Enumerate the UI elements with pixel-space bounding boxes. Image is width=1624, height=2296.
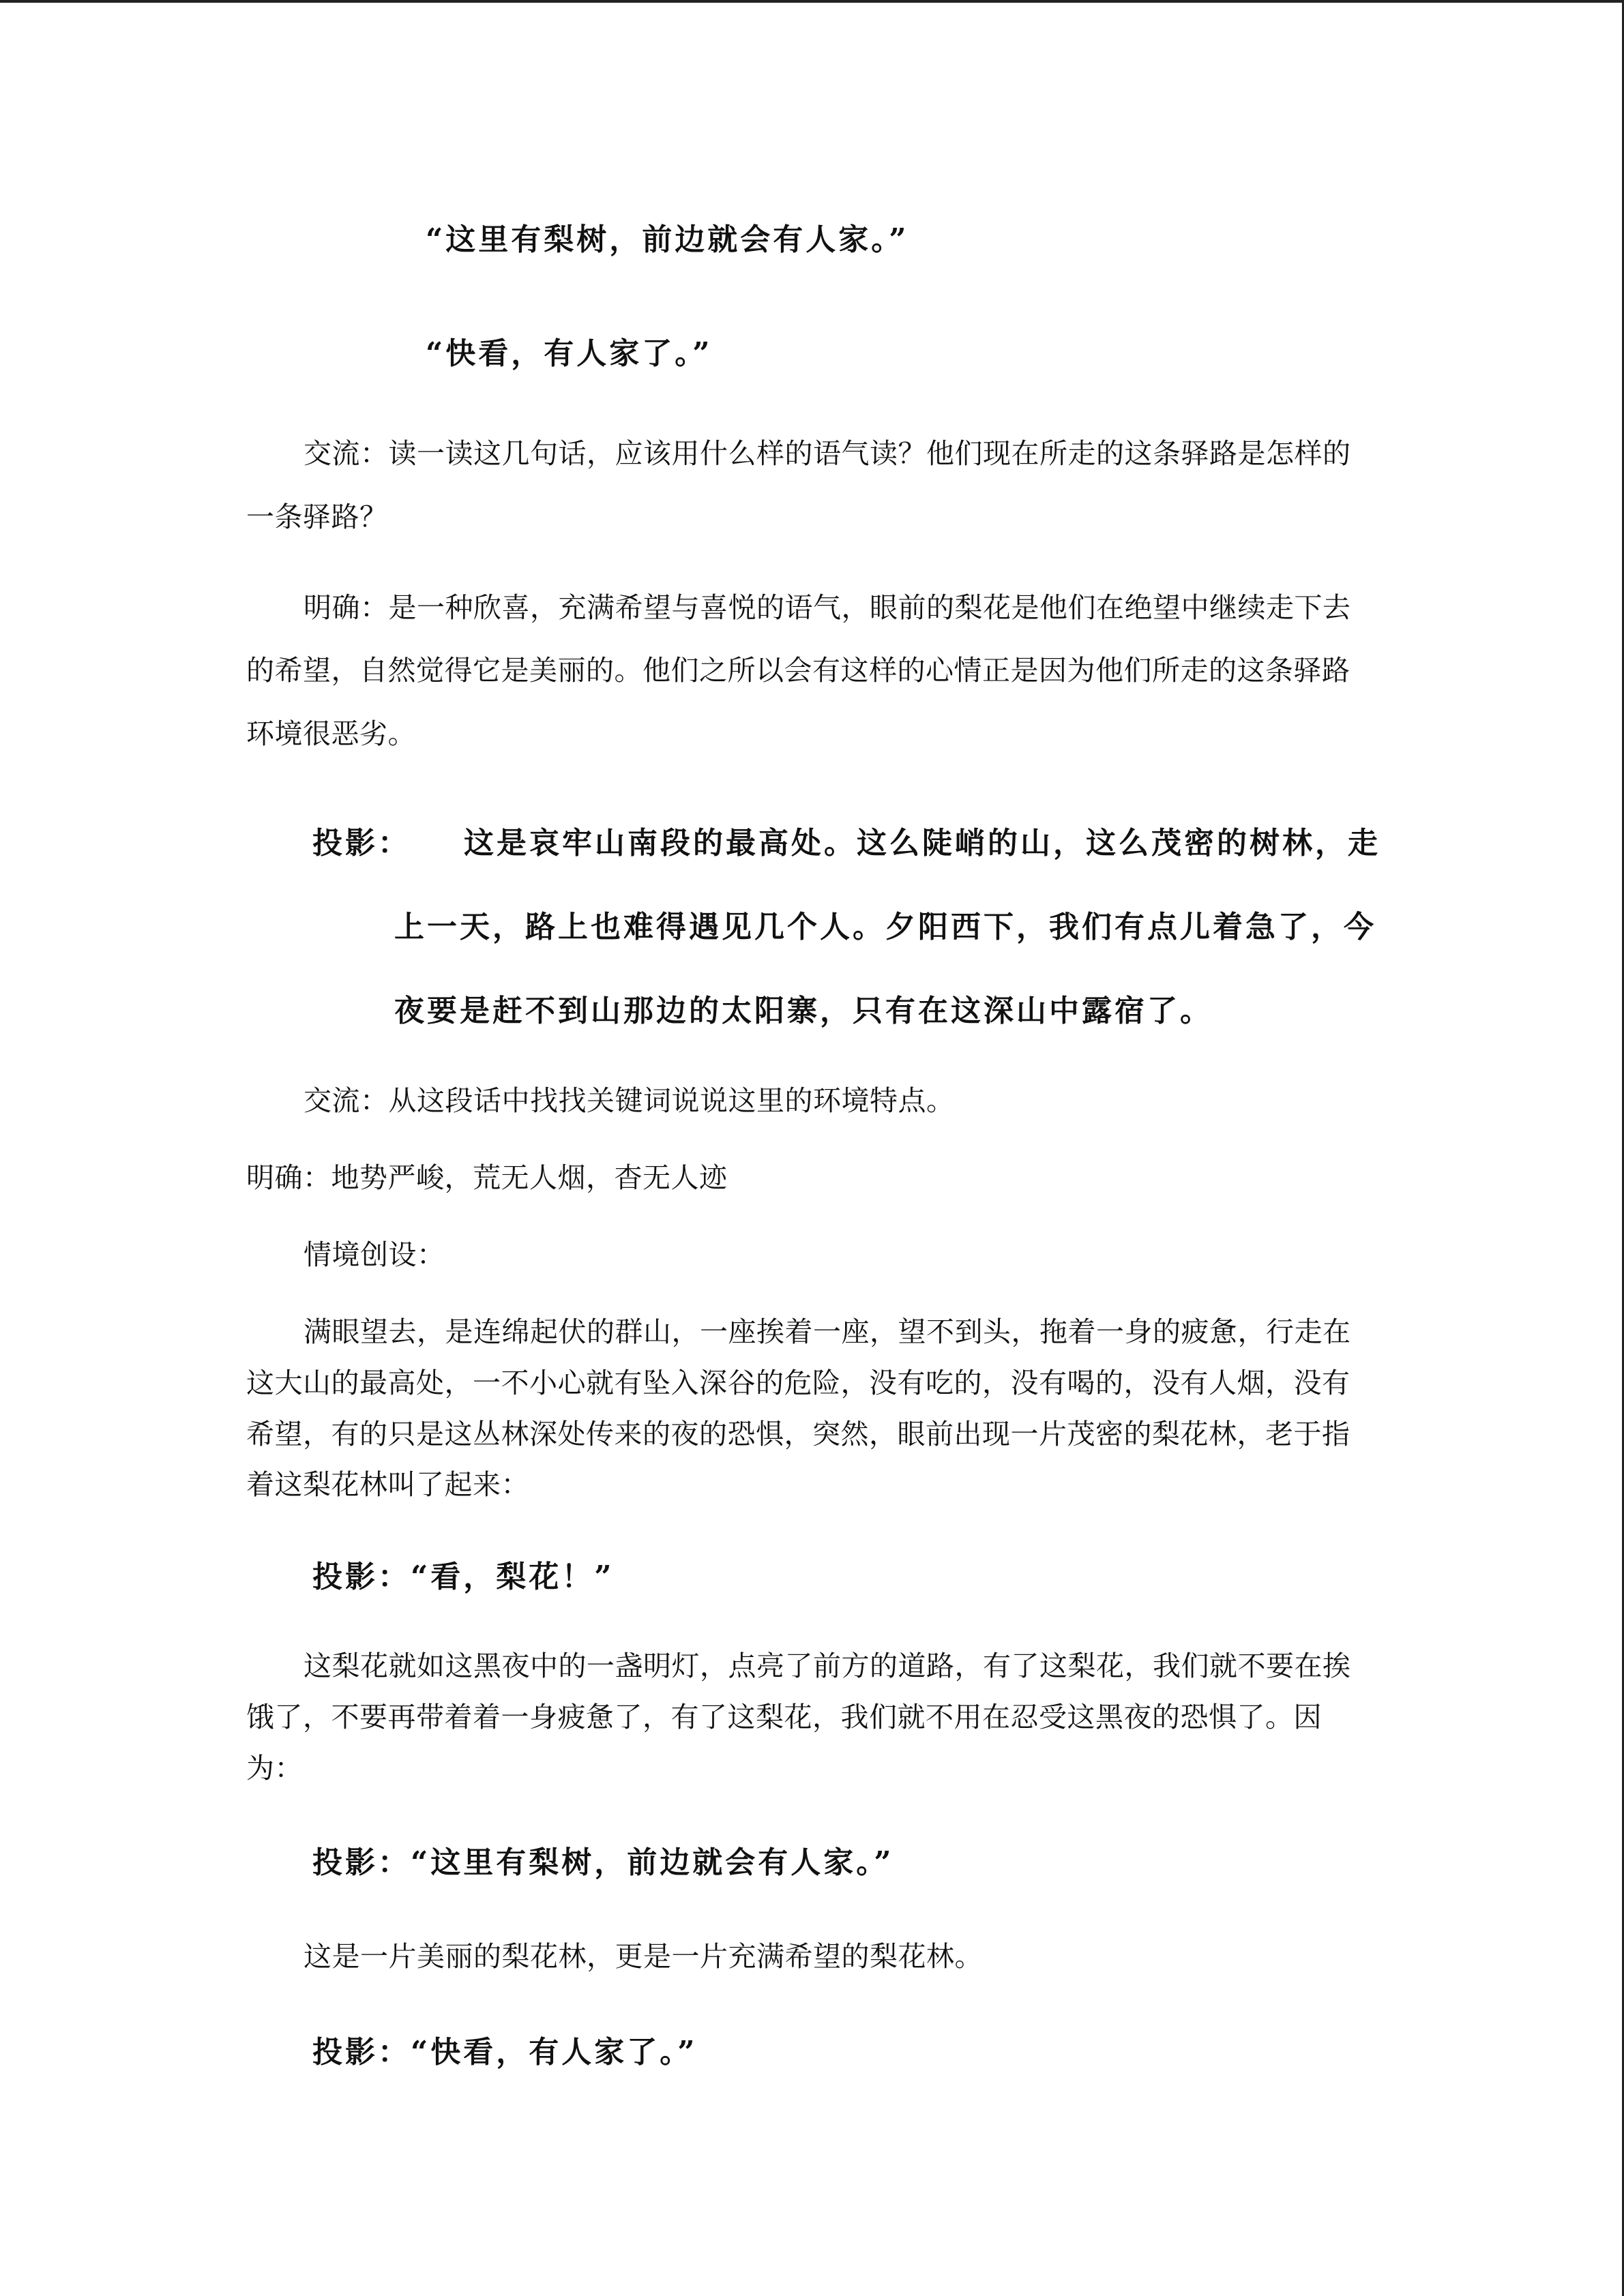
- projection-1-line-1: 这是哀牢山南段的最高处。这么陡峭的山，这么茂密的树林，走: [464, 826, 1381, 861]
- projection-1-line-2: 上一天，路上也难得遇见几个人。夕阳西下，我们有点儿着急了，今: [394, 910, 1376, 944]
- scenario-line-2: 这大山的最高处，一不小心就有坠入深谷的危险，没有吃的，没有喝的，没有人烟，没有: [246, 1367, 1350, 1399]
- discussion-2: 交流：从这段话中找找关键词说说这里的环境特点。: [304, 1084, 955, 1117]
- discussion-1-line-1: 交流：读一读这几句话，应该用什么样的语气读？他们现在所走的这条驿路是怎样的: [304, 437, 1351, 470]
- lamp-para-line-1: 这梨花就如这黑夜中的一盏明灯，点亮了前方的道路，有了这梨花，我们就不要在挨: [304, 1650, 1351, 1682]
- clarify-1-line-1: 明确：是一种欣喜，充满希望与喜悦的语气，眼前的梨花是他们在绝望中继续走下去: [304, 591, 1351, 624]
- clarify-2: 明确：地势严峻，荒无人烟，杳无人迹: [246, 1161, 728, 1194]
- quote-look-people: “快看，有人家了。”: [426, 336, 713, 371]
- projection-4: 投影：“快看，有人家了。”: [312, 2035, 698, 2070]
- lamp-para-line-2: 饿了，不要再带着着一身疲惫了，有了这梨花，我们就不用在忍受这黑夜的恐惧了。因: [246, 1701, 1322, 1733]
- projection-2: 投影：“看，梨花！”: [312, 1560, 615, 1594]
- clarify-1-line-3: 环境很恶劣。: [246, 717, 416, 750]
- scenario-line-1: 满眼望去，是连绵起伏的群山，一座挨着一座，望不到头，拖着一身的疲惫，行走在: [304, 1315, 1351, 1348]
- quote-pear-tree: “这里有梨树，前边就会有人家。”: [426, 222, 909, 257]
- lamp-para-line-3: 为：: [246, 1752, 303, 1785]
- hope-para: 这是一片美丽的梨花林，更是一片充满希望的梨花林。: [304, 1940, 983, 1973]
- projection-3: 投影：“这里有梨树，前边就会有人家。”: [312, 1845, 894, 1880]
- scenario-line-3: 希望，有的只是这丛林深处传来的夜的恐惧，突然，眼前出现一片茂密的梨花林，老于指: [246, 1418, 1350, 1450]
- page-top-border: [0, 0, 1624, 3]
- clarify-1-line-2: 的希望，自然觉得它是美丽的。他们之所以会有这样的心情正是因为他们所走的这条驿路: [246, 654, 1350, 687]
- scenario-heading: 情境创设：: [304, 1238, 445, 1271]
- scenario-line-4: 着这梨花林叫了起来：: [246, 1468, 529, 1501]
- projection-1-line-3: 夜要是赶不到山那边的太阳寨，只有在这深山中露宿了。: [394, 994, 1213, 1028]
- projection-1-label: 投影：: [312, 826, 411, 861]
- discussion-1-line-2: 一条驿路？: [246, 501, 388, 533]
